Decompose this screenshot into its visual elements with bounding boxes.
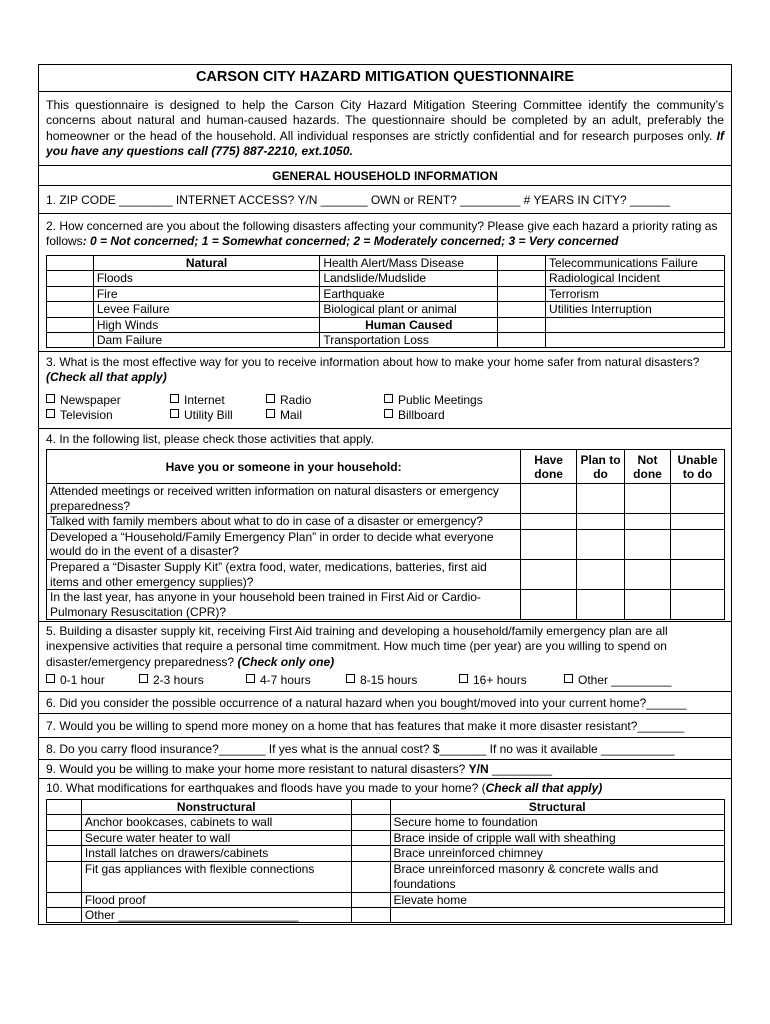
activity-row: Developed a “Household/Family Emergency Plan” in order to decide what everyone would do in the event of a disaster? [47, 529, 521, 559]
option-other[interactable] [564, 673, 671, 687]
modification-label: Elevate home [390, 892, 724, 907]
question-3-text: 3. What is the most effective way for you to receive information about how to make your home safer from natural disasters? [46, 355, 700, 369]
hazard-label: High Winds [93, 317, 319, 332]
checkbox-icon[interactable] [346, 674, 355, 683]
option-label: Utility Bill [184, 408, 233, 422]
col-have-done: Have done [521, 450, 577, 484]
answer-cell[interactable] [521, 559, 577, 589]
hazard-label: Utilities Interruption [546, 302, 725, 317]
rating-cell[interactable] [47, 256, 94, 271]
answer-cell[interactable] [521, 529, 577, 559]
question-2-text: 2. How concerned are you about the following disasters affecting your community? Please give each hazard a priority rating as follows [46, 219, 718, 249]
modification-label: Brace unreinforced chimney [390, 846, 724, 861]
hazard-label: Floods [93, 271, 319, 286]
option-television[interactable] [46, 408, 113, 422]
check-cell[interactable] [351, 908, 390, 923]
checkbox-icon[interactable] [266, 394, 275, 403]
answer-cell[interactable] [577, 559, 625, 589]
nonstructural-header: Nonstructural [81, 800, 351, 815]
divider [39, 691, 731, 692]
question-9[interactable] [46, 762, 552, 776]
col-not-done: Not done [625, 450, 671, 484]
question-5-text: 5. Building a disaster supply kit, receiving First Aid training and developing a household/family emergency plan are all inexpensive activities that require a personal time commitment. How much time (per year) are you willing to spend on disaster/emergency preparedness? [46, 624, 668, 669]
answer-cell[interactable] [625, 529, 671, 559]
answer-cell[interactable] [670, 529, 724, 559]
rating-cell[interactable] [47, 271, 94, 286]
modification-label: Brace unreinforced masonry & concrete walls and foundations [390, 861, 724, 892]
empty-cell [546, 333, 725, 348]
intro-text: This questionnaire is designed to help the Carson City Hazard Mitigation Steering Committee identify the community’s concerns about natural and human-caused hazards. The questionnaire should be completed by an adult, preferably the homeowner or the head of the household. All individual responses are strictly confidential and for research purposes only. [46, 98, 724, 143]
answer-cell[interactable] [625, 559, 671, 589]
rating-cell[interactable] [47, 302, 94, 317]
check-cell[interactable] [351, 846, 390, 861]
section-header: GENERAL HOUSEHOLD INFORMATION [39, 165, 731, 186]
hazard-label: Terrorism [546, 286, 725, 301]
question-3-instruction: (Check all that apply) [46, 370, 167, 385]
rating-cell[interactable] [498, 271, 546, 286]
option-label: 8-15 hours [360, 673, 418, 687]
answer-cell[interactable] [577, 529, 625, 559]
option-public-meetings[interactable] [384, 393, 483, 407]
modification-label: Flood proof [81, 892, 351, 907]
rating-cell[interactable] [47, 333, 94, 348]
question-9-yn: Y/N [468, 762, 489, 776]
divider [39, 737, 731, 738]
natural-header: Natural [93, 256, 319, 271]
option-0-1-hour[interactable] [46, 673, 105, 687]
structural-header: Structural [390, 800, 724, 815]
option-label: Public Meetings [398, 393, 483, 407]
question-10-instruction: Check all that apply) [485, 781, 603, 795]
question-2 [46, 219, 724, 250]
question-5-instruction: (Check only one) [237, 654, 335, 669]
empty-cell [546, 317, 725, 332]
question-9-blank[interactable]: _________ [488, 762, 553, 776]
option-internet[interactable] [170, 393, 225, 407]
hazard-label: Radiological Incident [546, 271, 725, 286]
rating-cell[interactable] [47, 317, 94, 332]
divider [39, 759, 731, 760]
divider [39, 213, 731, 214]
answer-cell[interactable] [670, 559, 724, 589]
option-2-3-hours[interactable] [139, 673, 204, 687]
check-cell[interactable] [351, 800, 390, 815]
activity-row: Talked with family members about what to do in case of a disaster or emergency? [47, 514, 521, 530]
hazard-priority-table [46, 255, 725, 348]
option-label: Other _________ [578, 673, 672, 687]
answer-cell[interactable] [577, 484, 625, 514]
hazard-label: Levee Failure [93, 302, 319, 317]
checkbox-icon[interactable] [139, 674, 148, 683]
question-7[interactable]: 7. Would you be willing to spend more money on a home that has features that make it more disaster resistant?_______ [46, 719, 685, 733]
hazard-label: Fire [93, 286, 319, 301]
option-billboard[interactable] [384, 408, 445, 422]
checkbox-icon[interactable] [170, 394, 179, 403]
divider [39, 91, 731, 92]
modification-label-other[interactable]: Other ___________________________ [81, 908, 351, 923]
check-cell[interactable] [351, 861, 390, 892]
check-cell[interactable] [351, 892, 390, 907]
hazard-label: Landslide/Mudslide [320, 271, 498, 286]
question-5 [46, 624, 724, 670]
answer-cell[interactable] [521, 484, 577, 514]
check-cell[interactable] [351, 830, 390, 845]
option-8-15-hours[interactable] [346, 673, 417, 687]
checkbox-icon[interactable] [564, 674, 573, 683]
rating-cell[interactable] [498, 317, 546, 332]
activities-table [46, 449, 725, 620]
col-unable-to-do: Unable to do [670, 450, 724, 484]
question-2-scale: : 0 = Not concerned; 1 = Somewhat concerned; 2 = Moderately concerned; 3 = Very concerned [82, 234, 619, 249]
rating-cell[interactable] [47, 286, 94, 301]
answer-cell[interactable] [577, 514, 625, 530]
rating-cell[interactable] [498, 256, 546, 271]
answer-cell[interactable] [670, 514, 724, 530]
answer-cell[interactable] [625, 484, 671, 514]
human-caused-header: Human Caused [320, 317, 498, 332]
answer-cell[interactable] [670, 590, 724, 620]
answer-cell[interactable] [625, 514, 671, 530]
page-title: CARSON CITY HAZARD MITIGATION QUESTIONNAIRE [195, 69, 575, 85]
check-cell[interactable] [351, 815, 390, 830]
hazard-label: Telecommunications Failure [546, 256, 725, 271]
question-6[interactable]: 6. Did you consider the possible occurrence of a natural hazard when you bought/moved into your current home?______ [46, 696, 687, 710]
checkbox-icon[interactable] [266, 409, 275, 418]
option-label: 16+ hours [473, 673, 527, 687]
check-cell[interactable] [47, 846, 82, 861]
option-label: Television [60, 408, 113, 422]
question-8[interactable]: 8. Do you carry flood insurance?_______ If yes what is the annual cost? $_______ If no was it available ___________ [46, 742, 675, 756]
answer-cell[interactable] [670, 484, 724, 514]
check-cell[interactable] [47, 800, 82, 815]
activity-row: Attended meetings or received written information on natural disasters or emergency preparedness? [47, 484, 521, 514]
option-label: 0-1 hour [60, 673, 105, 687]
question-4: 4. In the following list, please check those activities that apply. [46, 432, 374, 446]
checkbox-icon[interactable] [46, 674, 55, 683]
divider [39, 713, 731, 714]
rating-cell[interactable] [498, 302, 546, 317]
check-cell[interactable] [47, 830, 82, 845]
modification-label: Fit gas appliances with flexible connections [81, 861, 351, 892]
option-radio[interactable] [266, 393, 311, 407]
activity-row: Prepared a “Disaster Supply Kit” (extra food, water, medications, batteries, first aid items and other emergency supplies)? [47, 559, 521, 589]
option-label: Radio [280, 393, 312, 407]
option-label: 2-3 hours [153, 673, 204, 687]
intro-paragraph [46, 98, 724, 160]
check-cell[interactable] [47, 892, 82, 907]
option-label: Internet [184, 393, 225, 407]
hazard-label: Biological plant or animal [320, 302, 498, 317]
question-3 [46, 355, 724, 386]
hazard-label: Transportation Loss [320, 333, 498, 348]
option-label: 4-7 hours [260, 673, 311, 687]
checkbox-icon[interactable] [46, 409, 55, 418]
question-10 [46, 781, 602, 795]
option-label: Billboard [398, 408, 445, 422]
modification-label: Secure water heater to wall [81, 830, 351, 845]
answer-cell[interactable] [625, 590, 671, 620]
option-mail[interactable] [266, 408, 302, 422]
question-10-text: 10. What modifications for earthquakes and floods have you made to your home? ( [46, 781, 486, 795]
modification-label: Brace inside of cripple wall with sheathing [390, 830, 724, 845]
col-plan-to-do: Plan to do [577, 450, 625, 484]
divider [39, 351, 731, 352]
question-9-text: 9. Would you be willing to make your home more resistant to natural disasters? [46, 762, 466, 776]
option-newspaper[interactable] [46, 393, 121, 407]
answer-cell[interactable] [521, 514, 577, 530]
checkbox-icon[interactable] [46, 394, 55, 403]
check-cell[interactable] [47, 861, 82, 892]
modification-label: Secure home to foundation [390, 815, 724, 830]
hazard-label: Health Alert/Mass Disease [320, 256, 498, 271]
rating-cell[interactable] [498, 333, 546, 348]
option-label: Mail [280, 408, 303, 422]
check-cell[interactable] [47, 815, 82, 830]
questionnaire-form [38, 64, 732, 925]
divider [39, 778, 731, 779]
option-16-plus-hours[interactable] [459, 673, 527, 687]
checkbox-icon[interactable] [384, 409, 393, 418]
divider [39, 621, 731, 622]
checkbox-icon[interactable] [459, 674, 468, 683]
modifications-table [46, 799, 725, 923]
hazard-label: Earthquake [320, 286, 498, 301]
check-cell[interactable] [47, 908, 82, 923]
question-1[interactable]: 1. ZIP CODE ________ INTERNET ACCESS? Y/N _______ OWN or RENT? _________ # YEARS IN CITY? ______ [46, 193, 671, 207]
option-4-7-hours[interactable] [246, 673, 311, 687]
hazard-label: Dam Failure [93, 333, 319, 348]
divider [39, 428, 731, 429]
answer-cell[interactable] [521, 590, 577, 620]
intro-contact: If you have any questions call (775) 887-2210, ext.1050. [46, 128, 725, 159]
activities-header: Have you or someone in your household: [47, 450, 521, 484]
option-utility-bill[interactable] [170, 408, 233, 422]
checkbox-icon[interactable] [170, 409, 179, 418]
modification-label: Anchor bookcases, cabinets to wall [81, 815, 351, 830]
modification-label: Install latches on drawers/cabinets [81, 846, 351, 861]
option-label: Newspaper [60, 393, 121, 407]
checkbox-icon[interactable] [246, 674, 255, 683]
empty-cell [390, 908, 724, 923]
activity-row: In the last year, has anyone in your household been trained in First Aid or Cardio-Pulmonary Resuscitation (CPR)? [47, 590, 521, 620]
answer-cell[interactable] [577, 590, 625, 620]
rating-cell[interactable] [498, 286, 546, 301]
checkbox-icon[interactable] [384, 394, 393, 403]
